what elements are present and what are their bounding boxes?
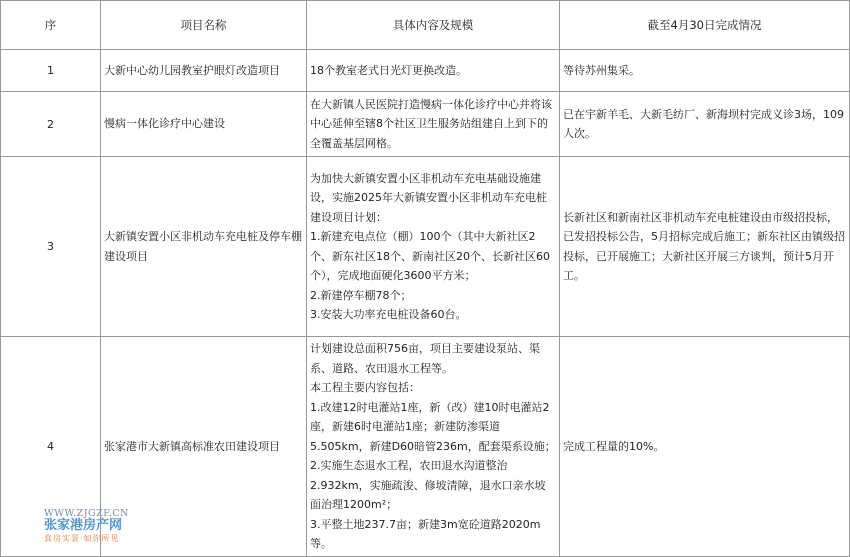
watermark-brand: 张家港房产网 xyxy=(44,518,123,533)
table-row xyxy=(1,157,850,337)
row-status: 长新社区和新南社区非机动车充电桩建设由市级招投标，已发招投标公告，5月招标完成后施工；新东社区由镇级招投标，已开展施工；大新社区开展三方谈判，预计5月开工。 xyxy=(560,157,850,337)
content-line: 在大新镇人民医院打造慢病一体化诊疗中心并将该中心延伸至辖8个社区卫生服务站组建自上到下的全覆盖基层网格。 xyxy=(310,97,552,150)
table-row xyxy=(1,92,850,157)
watermark xyxy=(44,508,154,544)
row-content xyxy=(307,92,560,157)
row-content xyxy=(307,50,560,92)
header-row xyxy=(1,1,850,50)
content-line: 18个教室老式日光灯更换改造。 xyxy=(310,63,467,77)
content-line: 3.平整土地237.7亩；新建3m宽砼道路2020m等。 xyxy=(310,517,541,550)
content-line: 3.安装大功率充电桩设备60台。 xyxy=(310,308,467,321)
content-line: 1.改建12时电灌站1座，新（改）建10时电灌站2座，新建6时电灌站1座；新建防渗渠道5.505km，新建D60暗管236m，配套渠系设施； xyxy=(310,400,556,453)
content-line: 计划建设总面积756亩，项目主要建设泵站、渠系、道路、农田退水工程等。 xyxy=(310,342,540,375)
row-no: 4 xyxy=(1,337,101,557)
row-no: 1 xyxy=(1,50,101,92)
row-name: 慢病一体化诊疗中心建设 xyxy=(101,92,307,157)
header-status: 截至4月30日完成情况 xyxy=(560,1,850,50)
row-status: 等待苏州集采。 xyxy=(560,50,850,92)
content-line: 为加快大新镇安置小区非机动车充电基础设施建设，实施2025年大新镇安置小区非机动车充电桩建设项目计划： xyxy=(310,171,547,224)
header-name: 项目名称 xyxy=(101,1,307,50)
header-content: 具体内容及规模 xyxy=(307,1,560,50)
row-status: 完成工程量的10%。 xyxy=(560,337,850,557)
row-no: 3 xyxy=(1,157,101,337)
content-line: 本工程主要内容包括： xyxy=(310,381,420,394)
row-status: 已在宇新羊毛、大新毛纺厂、新海坝村完成义诊3场，109人次。 xyxy=(560,92,850,157)
table-row xyxy=(1,50,850,92)
row-name: 大新镇安置小区非机动车充电桩及停车棚建设项目 xyxy=(101,157,307,337)
content-line: 1.新建充电点位（棚）100个（其中大新社区2个、新东社区18个、新南社区20个、长新社区60个），完成地面硬化3600平方米； xyxy=(310,230,550,282)
content-line: 2.新建停车棚78个； xyxy=(310,288,412,302)
watermark-url: WWW.ZJGZF.CN xyxy=(44,508,129,519)
header-no: 序 xyxy=(1,1,101,50)
row-content xyxy=(307,157,560,337)
content-line: 2.实施生态退水工程，农田退水沟道整治2.932km，实施疏浚、修坡清障，退水口亲水坡面治理1200m²； xyxy=(310,459,546,511)
watermark-slogan: 真房实景·如你所见 xyxy=(44,534,120,543)
row-content xyxy=(307,337,560,557)
row-name: 张家港市大新镇高标准农田建设项目 xyxy=(101,337,307,557)
row-name: 大新中心幼儿园教室护眼灯改造项目 xyxy=(101,50,307,92)
row-no: 2 xyxy=(1,92,101,157)
